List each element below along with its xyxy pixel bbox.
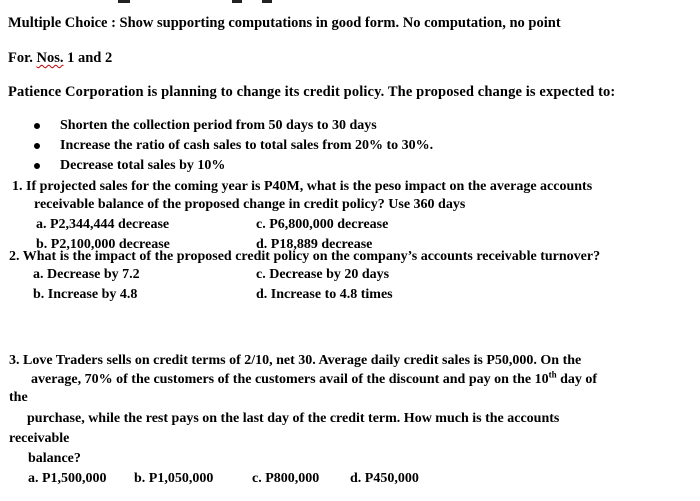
question-3-text-cont: receivable: [9, 431, 70, 446]
bullet-dot: [34, 123, 40, 129]
q3-choice-b: b. P1,050,000: [134, 471, 214, 486]
question-3-text-cont: the: [9, 390, 28, 405]
instructions: Multiple Choice : Show supporting computations in good form. No computation, no point: [8, 15, 561, 31]
bullet-dot: [34, 163, 40, 169]
bullet-item: Shorten the collection period from 50 days to 30 days: [60, 118, 377, 133]
q2-choice-d: d. Increase to 4.8 times: [256, 287, 393, 302]
cropped-text-remnant: [0, 0, 700, 4]
question-1-text-cont: receivable balance of the proposed change in credit policy? Use 360 days: [34, 197, 466, 212]
question-1-text: 1. If projected sales for the coming year is P40M, what is the peso impact on the average accounts: [12, 179, 593, 194]
q2-choice-b: b. Increase by 4.8: [33, 287, 138, 302]
q1-choice-c: c. P6,800,000 decrease: [256, 217, 389, 232]
question-range: For. Nos. 1 and 2: [8, 50, 113, 66]
q2-choice-c: c. Decrease by 20 days: [256, 267, 390, 282]
bullet-item: Increase the ratio of cash sales to total sales from 20% to 30%.: [60, 138, 434, 153]
question-3-text-cont: balance?: [28, 451, 81, 466]
case-intro: Patience Corporation is planning to change its credit policy. The proposed change is expected to:: [8, 84, 616, 100]
q1-choice-b: b. P2,100,000 decrease: [36, 237, 170, 252]
q3-choice-c: c. P800,000: [252, 471, 320, 486]
q1-choice-d: d. P18,889 decrease: [256, 237, 373, 252]
question-3-text-cont: purchase, while the rest pays on the last day of the credit term. How much is the accounts: [27, 411, 560, 426]
question-3-text: 3. Love Traders sells on credit terms of 2/10, net 30. Average daily credit sales is P50,000. On the: [9, 353, 582, 368]
q1-choice-a: a. P2,344,444 decrease: [36, 217, 170, 232]
bullet-item: Decrease total sales by 10%: [60, 158, 226, 173]
question-2-text: 2. What is the impact of the proposed credit policy on the company’s accounts receivable turnover?: [9, 249, 601, 264]
question-3-text-cont: average, 70% of the customers of the customers avail of the discount and pay on the 10th day of: [31, 369, 598, 387]
q3-choice-d: d. P450,000: [350, 471, 419, 486]
q3-choice-a: a. P1,500,000: [28, 471, 107, 486]
bullet-dot: [34, 143, 40, 149]
q2-choice-a: a. Decrease by 7.2: [33, 267, 140, 282]
nos-abbreviation: Nos.: [36, 50, 64, 66]
